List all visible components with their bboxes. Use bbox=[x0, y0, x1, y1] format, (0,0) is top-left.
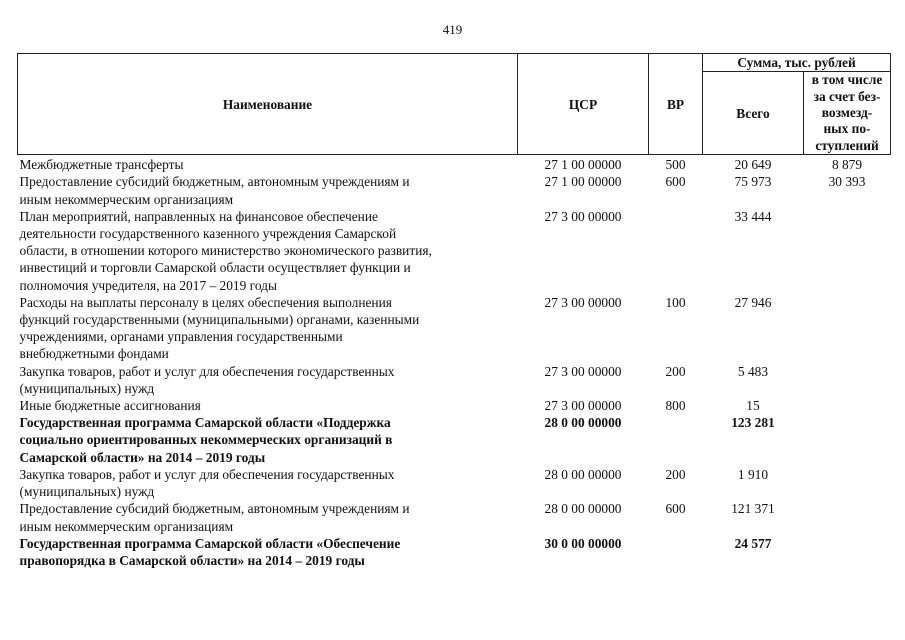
table-row bbox=[18, 363, 891, 397]
table-row bbox=[18, 466, 891, 500]
header-free-line: возмезд- bbox=[821, 105, 873, 121]
row-vr bbox=[649, 535, 703, 569]
table-row bbox=[18, 294, 891, 363]
header-free-line: ных по- bbox=[823, 121, 871, 137]
table-row bbox=[18, 397, 891, 414]
row-total: 121 371 bbox=[731, 501, 775, 517]
row-name-line: Предоставление субсидий бюджетным, автономным учреждениям и bbox=[19, 501, 410, 517]
row-total: 75 973 bbox=[734, 174, 772, 190]
row-name-line: функций государственными (муниципальными) органами, казенными bbox=[19, 312, 420, 328]
row-name bbox=[18, 500, 518, 534]
row-name-line: иным некоммерческим организациям bbox=[19, 191, 234, 207]
row-free-receipts bbox=[804, 414, 891, 466]
row-name bbox=[18, 208, 518, 294]
row-free-receipts bbox=[804, 397, 891, 414]
row-name-line: иным некоммерческим организациям bbox=[19, 518, 234, 534]
row-name bbox=[18, 294, 518, 363]
row-name-line: Расходы на выплаты персоналу в целях обеспечения выполнения bbox=[19, 294, 392, 310]
row-csr: 27 3 00 00000 bbox=[544, 208, 622, 224]
table-row bbox=[18, 500, 891, 534]
table-row bbox=[18, 155, 891, 174]
row-vr: 200 bbox=[665, 363, 686, 379]
table-row bbox=[18, 173, 891, 207]
row-total: 5 483 bbox=[737, 363, 769, 379]
row-free-receipts bbox=[804, 500, 891, 534]
row-csr: 28 0 00 00000 bbox=[544, 501, 622, 517]
row-name-line: Самарской области» на 2014 – 2019 годы bbox=[19, 449, 266, 465]
row-name-line: Предоставление субсидий бюджетным, автономным учреждениям и bbox=[19, 174, 410, 190]
row-total: 20 649 bbox=[734, 157, 772, 173]
row-total: 123 281 bbox=[731, 415, 775, 431]
row-name bbox=[18, 466, 518, 500]
table-body bbox=[18, 155, 891, 569]
header-csr: ЦСР bbox=[518, 54, 649, 155]
header-free-line: в том числе bbox=[811, 72, 883, 88]
header-total: Всего bbox=[703, 72, 804, 155]
row-total: 15 bbox=[746, 398, 760, 414]
row-csr: 27 3 00 00000 bbox=[544, 363, 622, 379]
row-name-line: (муниципальных) нужд bbox=[19, 380, 155, 396]
row-total: 1 910 bbox=[737, 466, 769, 482]
row-name bbox=[18, 173, 518, 207]
row-name bbox=[18, 535, 518, 569]
row-name-line: правопорядка в Самарской области» на 2014 – 2019 годы bbox=[19, 552, 365, 568]
page-number: 419 bbox=[442, 22, 463, 37]
table-header bbox=[18, 54, 891, 155]
row-csr: 28 0 00 00000 bbox=[544, 466, 622, 482]
row-name bbox=[18, 155, 518, 174]
row-name-line: Межбюджетные трансферты bbox=[19, 157, 184, 173]
row-free-receipts bbox=[804, 208, 891, 294]
header-free-line: за счет без- bbox=[813, 88, 881, 104]
row-vr: 800 bbox=[665, 398, 686, 414]
row-csr: 30 0 00 00000 bbox=[544, 535, 622, 551]
row-name-line: Закупка товаров, работ и услуг для обеспечения государственных bbox=[19, 466, 395, 482]
row-total: 24 577 bbox=[734, 535, 772, 551]
budget-table bbox=[17, 53, 891, 569]
row-vr: 600 bbox=[665, 501, 686, 517]
row-name bbox=[18, 363, 518, 397]
row-csr: 27 3 00 00000 bbox=[544, 294, 622, 310]
row-total: 27 946 bbox=[734, 294, 772, 310]
table-row bbox=[18, 535, 891, 569]
row-name-line: социально ориентированных некоммерческих организаций в bbox=[19, 432, 393, 448]
header-name: Наименование bbox=[18, 54, 518, 155]
table-row bbox=[18, 414, 891, 466]
row-name-line: Государственная программа Самарской области «Поддержка bbox=[19, 415, 391, 431]
row-csr: 28 0 00 00000 bbox=[544, 415, 622, 431]
header-free-receipts bbox=[804, 72, 891, 155]
row-vr bbox=[649, 414, 703, 466]
row-free-receipts bbox=[804, 535, 891, 569]
row-name-line: Иные бюджетные ассигнования bbox=[19, 398, 201, 414]
row-name-line: учреждениями, органами управления государственными bbox=[19, 329, 343, 345]
table-row bbox=[18, 208, 891, 294]
row-free-receipts bbox=[804, 466, 891, 500]
row-free-receipts: 30 393 bbox=[828, 174, 866, 190]
row-csr: 27 3 00 00000 bbox=[544, 398, 622, 414]
row-name-line: области, в отношении которого министерство экономического развития, bbox=[19, 243, 432, 259]
row-vr bbox=[649, 208, 703, 294]
row-vr: 600 bbox=[665, 174, 686, 190]
row-total: 33 444 bbox=[734, 208, 772, 224]
row-name bbox=[18, 397, 518, 414]
row-name-line: полномочия учредителя, на 2017 – 2019 годы bbox=[19, 277, 277, 293]
row-name bbox=[18, 414, 518, 466]
row-vr: 200 bbox=[665, 466, 686, 482]
row-name-line: (муниципальных) нужд bbox=[19, 484, 155, 500]
row-name-line: План мероприятий, направленных на финансовое обеспечение bbox=[19, 208, 378, 224]
row-vr: 100 bbox=[665, 294, 686, 310]
row-name-line: деятельности государственного казенного учреждения Самарской bbox=[19, 226, 397, 242]
row-name-line: внебюджетными фондами bbox=[19, 346, 169, 362]
header-sum: Сумма, тыс. рублей bbox=[703, 54, 891, 72]
header-vr: ВР bbox=[649, 54, 703, 155]
row-name-line: Государственная программа Самарской области «Обеспечение bbox=[19, 535, 401, 551]
row-free-receipts bbox=[804, 363, 891, 397]
row-free-receipts: 8 879 bbox=[831, 157, 863, 173]
row-csr: 27 1 00 00000 bbox=[544, 174, 622, 190]
row-vr: 500 bbox=[665, 157, 686, 173]
row-name-line: Закупка товаров, работ и услуг для обеспечения государственных bbox=[19, 363, 395, 379]
row-free-receipts bbox=[804, 294, 891, 363]
header-free-line: ступлений bbox=[815, 137, 879, 153]
row-name-line: инвестиций и торговли Самарской области осуществляет функции и bbox=[19, 260, 411, 276]
row-csr: 27 1 00 00000 bbox=[544, 157, 622, 173]
